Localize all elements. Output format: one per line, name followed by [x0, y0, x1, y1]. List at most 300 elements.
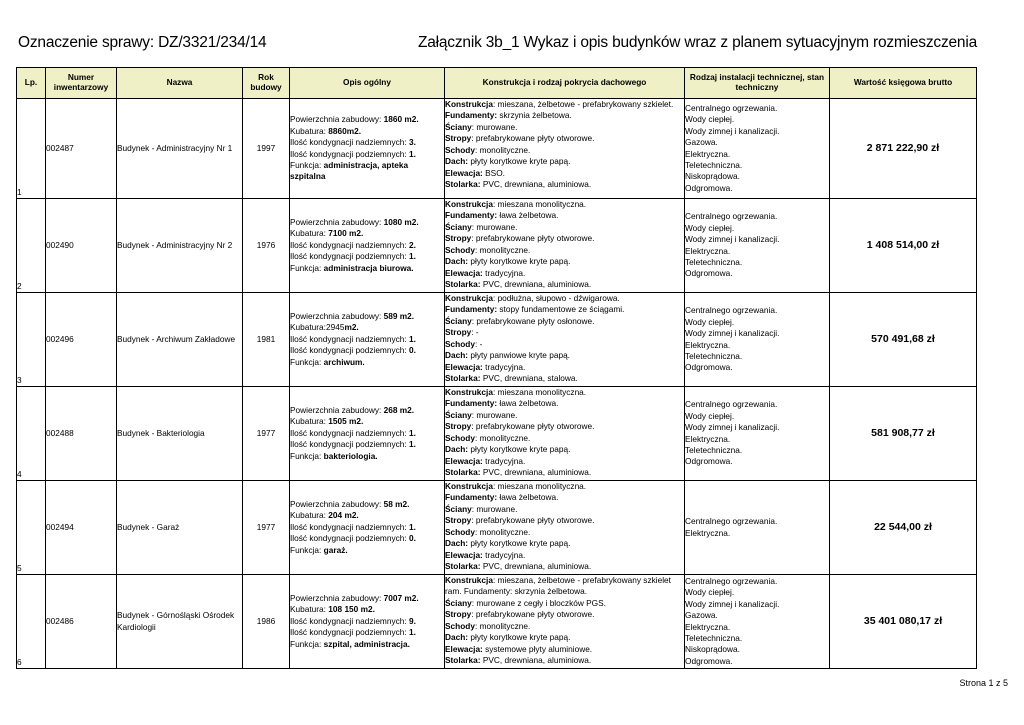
opis-line	[290, 593, 444, 604]
konstrukcja-line	[445, 527, 684, 538]
row-wartosc: 22 544,00 zł	[830, 481, 977, 575]
col-header-nazwa: Nazwa	[117, 68, 243, 99]
opis-line	[290, 149, 444, 160]
row-numer: 002486	[46, 575, 117, 669]
instalacja-item: Elektryczna.	[685, 621, 731, 632]
row-numer: 002488	[46, 387, 117, 481]
opis-line	[290, 405, 444, 416]
konstrukcja-text: : podłużna, słupowo - dźwigarowa.	[492, 293, 620, 303]
row-wartosc: 570 491,68 zł	[830, 293, 977, 387]
konstrukcja-label: Ściany	[445, 221, 472, 232]
opis-line	[290, 604, 444, 615]
konstrukcja-text: stopy fundamentowe ze ściągami.	[497, 304, 625, 315]
row-opis	[290, 293, 445, 387]
konstrukcja-text: : monolityczne.	[474, 432, 531, 443]
table-row	[17, 293, 977, 387]
konstrukcja-text: : mieszana, żelbetowe - prefabrykowany szkielet.	[492, 99, 674, 109]
instalacja-item: Teletechniczna.	[685, 159, 743, 170]
konstrukcja-label: Elewacja:	[445, 455, 483, 466]
konstrukcja-text: : prefabrykowane płyty otworowe.	[471, 233, 595, 244]
instalacja-item: Odgromowa.	[685, 362, 733, 373]
konstrukcja-line	[445, 122, 684, 133]
opis-value: 1.	[408, 251, 416, 262]
opis-value: 2.	[408, 239, 416, 250]
row-wartosc: 35 401 080,17 zł	[830, 575, 977, 669]
col-header-instalacje: Rodzaj instalacji technicznej, stan techniczny	[685, 68, 830, 99]
konstrukcja-text: płyty korytkowe kryte papą.	[468, 256, 571, 267]
opis-label: Ilość kondygnacji podziemnych:	[290, 345, 409, 356]
konstrukcja-label: Konstrukcja	[445, 575, 493, 585]
konstrukcja-label: Stropy	[445, 327, 472, 338]
instalacja-item: Teletechniczna.	[685, 632, 743, 643]
konstrukcja-label: Elewacja:	[445, 549, 483, 560]
instalacja-item: Elektryczna.	[685, 527, 731, 538]
opis-line	[290, 217, 444, 228]
opis-line	[290, 345, 444, 356]
row-konstrukcja	[445, 99, 685, 199]
opis-line	[290, 126, 444, 137]
konstrukcja-text: tradycyjna.	[482, 455, 526, 466]
opis-value: szpitalna	[290, 171, 326, 182]
konstrukcja-line	[445, 398, 684, 409]
konstrukcja-label: Fundamenty:	[445, 304, 498, 315]
konstrukcja-text: : prefabrykowane płyty otworowe.	[471, 609, 595, 620]
row-nazwa: Budynek - Administracyjny Nr 2	[117, 199, 243, 293]
konstrukcja-text: PVC, drewniana, aluminiowa.	[480, 561, 592, 572]
opis-value: m2.	[344, 322, 359, 333]
konstrukcja-text: : murowane.	[471, 121, 518, 132]
opis-label: Funkcja:	[290, 356, 324, 367]
instalacja-item: Centralnego ogrzewania.	[685, 102, 778, 113]
col-header-lp: Lp.	[17, 68, 46, 99]
opis-value: 0.	[408, 345, 416, 356]
table-row	[17, 481, 977, 575]
row-rok: 1986	[243, 575, 290, 669]
konstrukcja-line	[445, 256, 684, 267]
row-instalacje	[685, 481, 830, 575]
konstrukcja-line	[445, 410, 684, 421]
opis-line	[290, 334, 444, 345]
opis-line	[290, 322, 444, 333]
konstrukcja-text: tradycyjna.	[482, 549, 526, 560]
konstrukcja-label: Dach:	[445, 538, 469, 549]
opis-label: Ilość kondygnacji nadziemnych:	[290, 333, 409, 344]
konstrukcja-line	[445, 504, 684, 515]
konstrukcja-text: tradycyjna.	[482, 361, 526, 372]
konstrukcja-label: Ściany	[445, 597, 472, 608]
opis-line	[290, 627, 444, 638]
konstrukcja-line	[445, 316, 684, 327]
opis-value: 1.	[408, 521, 416, 532]
konstrukcja-line	[445, 444, 684, 455]
konstrukcja-line	[445, 421, 684, 432]
konstrukcja-text: tradycyjna.	[482, 267, 526, 278]
konstrukcja-label: Ściany	[445, 409, 472, 420]
opis-label: Ilość kondygnacji podziemnych:	[290, 627, 409, 638]
konstrukcja-text: : monolityczne.	[474, 620, 531, 631]
opis-label: Ilość kondygnacji podziemnych:	[290, 533, 409, 544]
konstrukcja-line	[445, 327, 684, 338]
row-rok: 1977	[243, 387, 290, 481]
konstrukcja-label: Konstrukcja	[445, 99, 493, 109]
opis-label: Kubatura:	[290, 604, 329, 615]
opis-value: 3.	[408, 137, 416, 148]
konstrukcja-line	[445, 586, 684, 597]
row-konstrukcja	[445, 387, 685, 481]
konstrukcja-line	[445, 362, 684, 373]
konstrukcja-line	[445, 456, 684, 467]
col-header-konstrukcja: Konstrukcja i rodzaj pokrycia dachowego	[445, 68, 685, 99]
konstrukcja-text: : mieszana, żelbetowe - prefabrykowany szkielet	[492, 575, 671, 585]
buildings-table	[16, 67, 977, 669]
instalacja-item: Odgromowa.	[685, 268, 733, 279]
row-wartosc: 2 871 222,90 zł	[830, 99, 977, 199]
page-number: Strona 1 z 5	[959, 678, 1008, 688]
row-konstrukcja	[445, 199, 685, 293]
row-nazwa: Budynek - Archiwum Zakładowe	[117, 293, 243, 387]
opis-value: 8860m2.	[328, 125, 362, 136]
opis-line	[290, 451, 444, 462]
opis-value: 7007 m2.	[383, 592, 419, 603]
konstrukcja-line	[445, 632, 684, 643]
konstrukcja-text: : murowane.	[471, 221, 518, 232]
instalacja-item: Wody ciepłej.	[685, 410, 735, 421]
konstrukcja-line	[445, 304, 684, 315]
row-nazwa: Budynek - Górnośląski Ośrodek Kardiologii	[117, 575, 243, 669]
opis-line	[290, 114, 444, 125]
case-reference: Oznaczenie sprawy: DZ/3321/234/14	[18, 34, 267, 51]
instalacja-item: Wody zimnej i kanalizacji.	[685, 125, 780, 136]
opis-value: 204 m2.	[328, 510, 359, 521]
opis-label: Kubatura:	[290, 228, 329, 239]
row-lp: 2	[17, 199, 46, 293]
row-lp: 5	[17, 481, 46, 575]
konstrukcja-label: Fundamenty:	[445, 210, 498, 221]
opis-label: Kubatura:2945	[290, 322, 345, 333]
row-konstrukcja	[445, 575, 685, 669]
opis-line	[290, 522, 444, 533]
konstrukcja-line	[445, 550, 684, 561]
opis-value: 1860 m2.	[383, 114, 419, 125]
row-wartosc: 581 908,77 zł	[830, 387, 977, 481]
instalacja-item: Centralnego ogrzewania.	[685, 211, 778, 222]
konstrukcja-text: : mieszana monolityczna.	[492, 481, 587, 491]
konstrukcja-text: ława żelbetowa.	[497, 210, 559, 221]
instalacja-item: Wody ciepłej.	[685, 222, 735, 233]
opis-label: Funkcja:	[290, 450, 324, 461]
konstrukcja-line	[445, 279, 684, 290]
opis-line	[290, 510, 444, 521]
konstrukcja-line	[445, 199, 684, 210]
konstrukcja-text: : mieszana monolityczna.	[492, 199, 587, 209]
konstrukcja-line	[445, 492, 684, 503]
opis-label: Powierzchnia zabudowy:	[290, 498, 384, 509]
konstrukcja-text: ława żelbetowa.	[497, 398, 559, 409]
opis-line	[290, 311, 444, 322]
konstrukcja-label: Schody	[445, 244, 475, 255]
konstrukcja-label: Stolarka:	[445, 467, 481, 478]
opis-value: 1080 m2.	[383, 216, 419, 227]
konstrukcja-line	[445, 481, 684, 492]
konstrukcja-line	[445, 268, 684, 279]
table-row	[17, 99, 977, 199]
konstrukcja-line	[445, 373, 684, 384]
konstrukcja-label: Stropy	[445, 233, 472, 244]
row-nazwa: Budynek - Garaż	[117, 481, 243, 575]
instalacja-item: Odgromowa.	[685, 655, 733, 666]
instalacja-item: Teletechniczna.	[685, 350, 743, 361]
konstrukcja-line	[445, 609, 684, 620]
konstrukcja-label: Stropy	[445, 515, 472, 526]
opis-label: Ilość kondygnacji nadziemnych:	[290, 427, 409, 438]
konstrukcja-line	[445, 99, 684, 110]
konstrukcja-label: Fundamenty:	[445, 398, 498, 409]
opis-line	[290, 240, 444, 251]
row-konstrukcja	[445, 293, 685, 387]
opis-line	[290, 416, 444, 427]
konstrukcja-label: Ściany	[445, 503, 472, 514]
konstrukcja-label: Dach:	[445, 156, 469, 167]
instalacja-item: Gazowa.	[685, 610, 718, 621]
opis-label: Ilość kondygnacji podziemnych:	[290, 439, 409, 450]
konstrukcja-label: Schody	[445, 526, 475, 537]
instalacja-item: Wody zimnej i kanalizacji.	[685, 422, 780, 433]
konstrukcja-label: Konstrukcja	[445, 481, 493, 491]
attachment-title: Załącznik 3b_1 Wykaz i opis budynków wraz z planem sytuacyjnym rozmieszczenia	[417, 34, 977, 51]
konstrukcja-line	[445, 644, 684, 655]
konstrukcja-line	[445, 179, 684, 190]
konstrukcja-label: Schody	[445, 144, 475, 155]
row-numer: 002496	[46, 293, 117, 387]
konstrukcja-label: Stropy	[445, 421, 472, 432]
opis-label: Kubatura:	[290, 125, 329, 136]
konstrukcja-text: : murowane z cegły i bloczków PGS.	[471, 597, 606, 608]
konstrukcja-line	[445, 561, 684, 572]
konstrukcja-label: Stolarka:	[445, 179, 481, 190]
opis-value: 1.	[408, 333, 416, 344]
opis-line	[290, 160, 444, 171]
konstrukcja-label: Dach:	[445, 632, 469, 643]
instalacja-item: Centralnego ogrzewania.	[685, 305, 778, 316]
instalacja-item: Niskoprądowa.	[685, 171, 740, 182]
row-instalacje	[685, 293, 830, 387]
instalacja-item: Teletechniczna.	[685, 444, 743, 455]
konstrukcja-label: Schody	[445, 338, 475, 349]
table-row	[17, 575, 977, 669]
konstrukcja-label: Schody	[445, 620, 475, 631]
row-wartosc: 1 408 514,00 zł	[830, 199, 977, 293]
opis-label: Funkcja:	[290, 159, 324, 170]
opis-line	[290, 228, 444, 239]
konstrukcja-line	[445, 433, 684, 444]
konstrukcja-label: Dach:	[445, 444, 469, 455]
instalacja-item: Elektryczna.	[685, 245, 731, 256]
konstrukcja-label: Elewacja:	[445, 167, 483, 178]
opis-value: szpital, administracja.	[323, 638, 410, 649]
opis-line	[290, 263, 444, 274]
konstrukcja-label: Konstrukcja	[445, 387, 493, 397]
konstrukcja-text: płyty panwiowe kryte papą.	[468, 350, 570, 361]
opis-value: 0.	[408, 533, 416, 544]
opis-value: administracja biurowa.	[323, 262, 414, 273]
konstrukcja-label: Fundamenty:	[445, 492, 498, 503]
konstrukcja-label: Stolarka:	[445, 279, 481, 290]
konstrukcja-label: Stolarka:	[445, 373, 481, 384]
konstrukcja-label: Schody	[445, 432, 475, 443]
opis-value: bakteriologia.	[323, 450, 378, 461]
konstrukcja-text: : -	[471, 327, 479, 338]
konstrukcja-line	[445, 387, 684, 398]
konstrukcja-line	[445, 145, 684, 156]
instalacja-item: Elektryczna.	[685, 339, 731, 350]
row-rok: 1976	[243, 199, 290, 293]
opis-value: administracja, apteka	[323, 159, 409, 170]
instalacja-item: Elektryczna.	[685, 433, 731, 444]
table-row	[17, 199, 977, 293]
konstrukcja-text: : prefabrykowane płyty otworowe.	[471, 515, 595, 526]
opis-label: Powierzchnia zabudowy:	[290, 592, 384, 603]
konstrukcja-text: płyty korytkowe kryte papą.	[468, 156, 571, 167]
konstrukcja-line	[445, 655, 684, 666]
instalacja-item: Wody zimnej i kanalizacji.	[685, 234, 780, 245]
opis-value: 9.	[408, 615, 416, 626]
konstrukcja-text: : monolityczne.	[474, 144, 531, 155]
konstrukcja-line	[445, 575, 684, 586]
instalacja-item: Odgromowa.	[685, 456, 733, 467]
konstrukcja-text: ram. Fundamenty: skrzynia żelbetowa.	[445, 586, 588, 597]
instalacja-item: Wody ciepłej.	[685, 587, 735, 598]
col-header-wartosc: Wartość księgowa brutto	[830, 68, 977, 99]
opis-line	[290, 428, 444, 439]
konstrukcja-text: : -	[474, 338, 483, 349]
row-instalacje	[685, 575, 830, 669]
instalacja-item: Teletechniczna.	[685, 256, 743, 267]
konstrukcja-text: : murowane.	[471, 503, 518, 514]
konstrukcja-label: Ściany	[445, 121, 472, 132]
konstrukcja-text: PVC, drewniana, aluminiowa.	[480, 179, 592, 190]
row-konstrukcja	[445, 481, 685, 575]
konstrukcja-line	[445, 598, 684, 609]
opis-value: 1.	[408, 627, 416, 638]
konstrukcja-text: : mieszana monolityczna.	[492, 387, 587, 397]
row-opis	[290, 199, 445, 293]
opis-line	[290, 439, 444, 450]
col-header-rok: Rok budowy	[243, 68, 290, 99]
konstrukcja-text: : monolityczne.	[474, 244, 531, 255]
row-lp: 6	[17, 575, 46, 669]
opis-label: Powierzchnia zabudowy:	[290, 404, 384, 415]
konstrukcja-text: płyty korytkowe kryte papą.	[468, 632, 571, 643]
konstrukcja-label: Stolarka:	[445, 561, 481, 572]
table-row	[17, 387, 977, 481]
konstrukcja-text: : prefabrykowane płyty osłonowe.	[471, 315, 595, 326]
konstrukcja-line	[445, 467, 684, 478]
opis-label: Ilość kondygnacji nadziemnych:	[290, 239, 409, 250]
opis-line	[290, 357, 444, 368]
konstrukcja-text: : murowane.	[471, 409, 518, 420]
konstrukcja-text: PVC, drewniana, aluminiowa.	[480, 467, 592, 478]
row-lp: 3	[17, 293, 46, 387]
konstrukcja-label: Fundamenty:	[445, 110, 498, 121]
konstrukcja-text: : prefabrykowane płyty otworowe.	[471, 421, 595, 432]
row-rok: 1981	[243, 293, 290, 387]
opis-label: Ilość kondygnacji nadziemnych:	[290, 615, 409, 626]
konstrukcja-text: BSO.	[482, 167, 505, 178]
instalacja-item: Gazowa.	[685, 137, 718, 148]
konstrukcja-text: PVC, drewniana, aluminiowa.	[480, 279, 592, 290]
konstrukcja-line	[445, 156, 684, 167]
konstrukcja-text: systemowe płyty aluminiowe.	[482, 643, 593, 654]
opis-value: garaż.	[323, 544, 348, 555]
konstrukcja-line	[445, 168, 684, 179]
opis-line	[290, 533, 444, 544]
konstrukcja-label: Elewacja:	[445, 267, 483, 278]
konstrukcja-line	[445, 210, 684, 221]
row-opis	[290, 575, 445, 669]
konstrukcja-label: Stropy	[445, 133, 472, 144]
row-nazwa: Budynek - Bakteriologia	[117, 387, 243, 481]
instalacja-item: Wody ciepłej.	[685, 316, 735, 327]
instalacja-item: Wody ciepłej.	[685, 114, 735, 125]
instalacja-item: Elektryczna.	[685, 148, 731, 159]
opis-value: 108 150 m2.	[328, 604, 375, 615]
opis-value: 1505 m2.	[328, 416, 364, 427]
row-numer: 002487	[46, 99, 117, 199]
row-instalacje	[685, 99, 830, 199]
opis-label: Ilość kondygnacji podziemnych:	[290, 148, 409, 159]
konstrukcja-label: Stolarka:	[445, 655, 481, 666]
opis-label: Powierzchnia zabudowy:	[290, 216, 384, 227]
col-header-numer: Numer inwentarzowy	[46, 68, 117, 99]
konstrukcja-label: Dach:	[445, 350, 469, 361]
row-numer: 002490	[46, 199, 117, 293]
row-numer: 002494	[46, 481, 117, 575]
konstrukcja-line	[445, 245, 684, 256]
opis-value: 589 m2.	[383, 310, 415, 321]
konstrukcja-text: płyty korytkowe kryte papą.	[468, 444, 571, 455]
konstrukcja-line	[445, 293, 684, 304]
konstrukcja-line	[445, 222, 684, 233]
konstrukcja-label: Konstrukcja	[445, 293, 493, 303]
instalacja-item: Centralnego ogrzewania.	[685, 516, 778, 527]
konstrukcja-text: skrzynia żelbetowa.	[497, 110, 572, 121]
instalacja-item: Wody zimnej i kanalizacji.	[685, 598, 780, 609]
konstrukcja-line	[445, 339, 684, 350]
instalacja-item: Centralnego ogrzewania.	[685, 399, 778, 410]
row-lp: 4	[17, 387, 46, 481]
konstrukcja-text: ława żelbetowa.	[497, 492, 559, 503]
konstrukcja-line	[445, 621, 684, 632]
opis-line	[290, 499, 444, 510]
opis-value: 1.	[408, 439, 416, 450]
opis-label: Kubatura:	[290, 510, 329, 521]
konstrukcja-label: Elewacja:	[445, 361, 483, 372]
konstrukcja-line	[445, 538, 684, 549]
konstrukcja-text: PVC, drewniana, stalowa.	[480, 373, 578, 384]
table-header-row	[17, 68, 977, 99]
row-instalacje	[685, 199, 830, 293]
row-nazwa: Budynek - Administracyjny Nr 1	[117, 99, 243, 199]
opis-value: 1.	[408, 148, 416, 159]
opis-value: 268 m2.	[383, 404, 415, 415]
opis-value: 7100 m2.	[328, 228, 364, 239]
konstrukcja-line	[445, 515, 684, 526]
konstrukcja-label: Elewacja:	[445, 643, 483, 654]
opis-line	[290, 616, 444, 627]
row-opis	[290, 387, 445, 481]
opis-label: Ilość kondygnacji nadziemnych:	[290, 521, 409, 532]
konstrukcja-label: Konstrukcja	[445, 199, 493, 209]
